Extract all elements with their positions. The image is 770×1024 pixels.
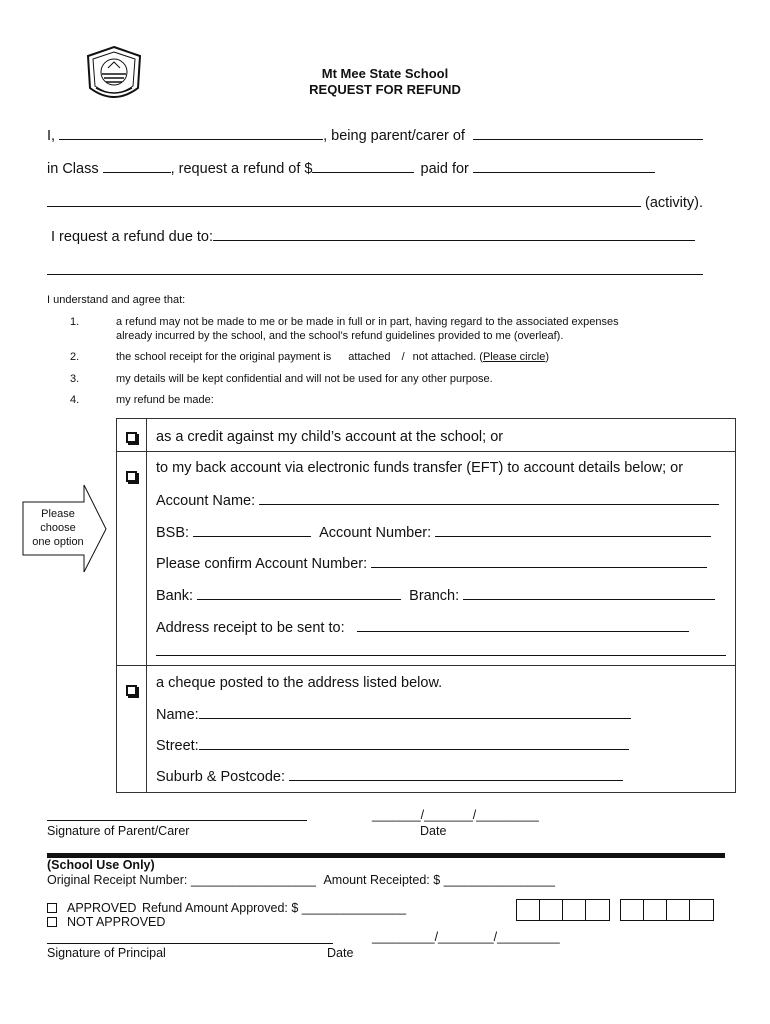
amount-receipted-label: Amount Receipted: $: [323, 873, 441, 887]
credit-checkbox[interactable]: [126, 432, 137, 443]
approved-checkbox[interactable]: [47, 903, 57, 913]
agreement-text-4: my refund be made:: [116, 394, 214, 406]
form-title: REQUEST FOR REFUND: [309, 82, 461, 97]
bank-field[interactable]: [197, 587, 401, 600]
parent-date-label: Date: [420, 824, 447, 838]
not-approved-row: [47, 915, 165, 929]
eft-checkbox[interactable]: [126, 471, 137, 482]
refund-approved-field[interactable]: _______________: [301, 901, 407, 915]
cheque-street-field[interactable]: [199, 737, 629, 750]
paid-for-field[interactable]: [473, 160, 655, 173]
agreement-text-1a: a refund may not be made to me or be made in full or in part, having regard to the associated expenses: [116, 316, 619, 328]
receipt-text: the school receipt for the original payment is: [116, 351, 332, 363]
refund-reason-field[interactable]: [213, 228, 695, 241]
intro-i-label: I,: [47, 128, 56, 144]
cheque-name-label: Name:: [156, 707, 199, 723]
option-separator: /: [401, 351, 405, 363]
cheque-name-field[interactable]: [199, 706, 631, 719]
branch-label: Branch:: [409, 588, 460, 604]
digit-boxes-right[interactable]: [620, 899, 714, 921]
refund-amount-field[interactable]: [312, 160, 414, 173]
cheque-street-label: Street:: [156, 738, 199, 754]
arrow-label-line-2: choose: [40, 522, 76, 534]
approved-row: [47, 901, 406, 915]
bank-row: [156, 587, 715, 604]
parent-signature-label: Signature of Parent/Carer: [47, 824, 190, 838]
bank-label: Bank:: [156, 588, 194, 604]
principal-date-label: Date: [327, 946, 354, 960]
address-receipt-row: [156, 619, 689, 636]
bsb-label: BSB:: [156, 525, 190, 541]
not-attached-option[interactable]: not attached. (: [412, 351, 483, 363]
approved-label: APPROVED: [67, 901, 137, 915]
cheque-suburb-row: [156, 768, 623, 785]
child-name-field[interactable]: [473, 127, 703, 140]
cheque-suburb-label: Suburb & Postcode:: [156, 769, 285, 785]
class-field[interactable]: [103, 160, 171, 173]
activity-label: (activity).: [645, 195, 704, 211]
class-label: in Class: [47, 161, 99, 177]
cheque-suburb-field[interactable]: [289, 768, 623, 781]
agreement-text-3: my details will be kept confidential and will not be used for any other purpose.: [116, 373, 493, 385]
school-name: Mt Mee State School: [321, 66, 449, 81]
attached-option[interactable]: attached: [348, 351, 391, 363]
options-row-divider-1: [116, 451, 736, 452]
parent-signature-field[interactable]: [47, 820, 307, 821]
options-row-divider-2: [116, 665, 736, 666]
intro-line-1: [47, 127, 703, 144]
branch-field[interactable]: [463, 587, 715, 600]
intro-line-3: [47, 194, 703, 211]
credit-option-label: as a credit against my child’s account at the school; or: [156, 429, 504, 445]
activity-field[interactable]: [47, 194, 641, 207]
refund-reason-field-2[interactable]: [47, 274, 703, 275]
receipt-row: [47, 873, 555, 887]
receipt-number-field[interactable]: __________________: [190, 873, 316, 887]
paid-for-label: paid for: [420, 161, 469, 177]
digit-boxes-left[interactable]: [516, 899, 610, 921]
intro-parent-of-label: , being parent/carer of: [323, 128, 465, 144]
refund-amount-label: , request a refund of $: [170, 161, 313, 177]
account-number-label: Account Number:: [319, 525, 432, 541]
amount-receipted-field[interactable]: ________________: [443, 873, 555, 887]
eft-option-label: to my back account via electronic funds transfer (EFT) to account details below; or: [156, 460, 684, 476]
school-use-heading: (School Use Only): [47, 858, 155, 872]
agreement-num-2: 2.: [70, 351, 80, 363]
confirm-account-field[interactable]: [371, 555, 707, 568]
parent-name-field[interactable]: [59, 127, 323, 140]
confirm-account-label: Please confirm Account Number:: [156, 556, 368, 572]
arrow-label-line-3: one option: [32, 536, 84, 548]
refund-reason-label: I request a refund due to:: [51, 229, 214, 245]
cheque-checkbox[interactable]: [126, 685, 137, 696]
agreement-heading: I understand and agree that:: [47, 294, 186, 306]
agreement-item-2: [116, 351, 549, 363]
agreement-num-1: 1.: [70, 316, 80, 328]
bsb-field[interactable]: [193, 524, 311, 537]
agreement-text-1b: already incurred by the school, and the school’s refund guidelines provided to me (overleaf).: [116, 330, 564, 342]
account-name-field[interactable]: [259, 492, 719, 505]
principal-signature-label: Signature of Principal: [47, 946, 166, 960]
parent-date-field[interactable]: _______/_______/_________: [372, 808, 539, 822]
intro-line-4: [51, 228, 695, 245]
cheque-street-row: [156, 737, 629, 754]
address-receipt-field-2[interactable]: [156, 655, 726, 656]
bsb-row: [156, 524, 711, 541]
agreement-num-4: 4.: [70, 394, 80, 406]
not-approved-checkbox[interactable]: [47, 917, 57, 927]
account-name-label: Account Name:: [156, 493, 256, 509]
please-circle-note: Please circle: [482, 351, 546, 363]
not-approved-label: NOT APPROVED: [67, 915, 166, 929]
intro-line-2: [47, 160, 655, 177]
receipt-number-label: Original Receipt Number:: [47, 873, 188, 887]
account-name-row: [156, 492, 719, 509]
arrow-label-line-1: Please: [41, 508, 75, 520]
confirm-row: [156, 555, 707, 572]
options-column-divider: [146, 418, 147, 793]
cheque-name-row: [156, 706, 631, 723]
cheque-option-label: a cheque posted to the address listed below.: [156, 675, 443, 691]
address-receipt-field[interactable]: [357, 619, 689, 632]
arrow-label: [24, 507, 92, 549]
principal-date-field[interactable]: _________/________/_________: [372, 930, 560, 944]
principal-signature-field[interactable]: [47, 943, 333, 944]
agreement-num-3: 3.: [70, 373, 80, 385]
account-number-field[interactable]: [435, 524, 711, 537]
refund-approved-label: Refund Amount Approved: $: [141, 901, 299, 915]
address-receipt-label: Address receipt to be sent to:: [156, 620, 345, 636]
close-paren: ): [545, 351, 549, 363]
